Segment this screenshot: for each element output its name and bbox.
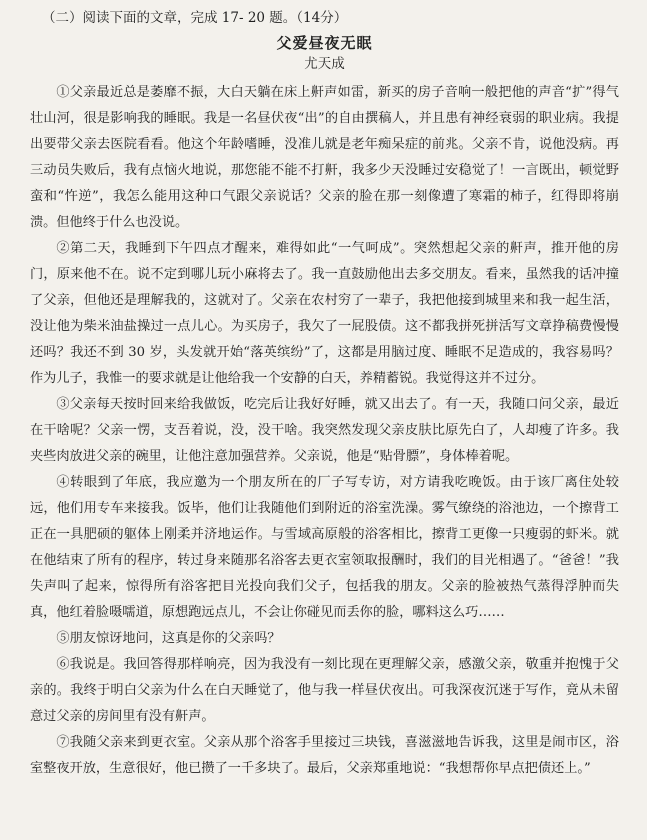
paragraph-3: ③父亲每天按时回来给我做饭，吃完后让我好好睡，就又出去了。有一天，我随口问父亲，最近在干啥呢？父亲一愣，支吾着说，没，没干啥。我突然发现父亲皮肤比原先白了，人却瘦了许多。我夹些肉放进父亲的碗里，让他注意加强营养。父亲说，他是“贴骨膘”，身体棒着呢。 — [30, 397, 619, 464]
paragraph-6: ⑥我说是。我回答得那样响亮，因为我没有一刻比现在更理解父亲，感激父亲，敬重并抱愧于父亲的。我终于明白父亲为什么在白天睡觉了，他与我一样昼伏夜出。可我深夜沉迷于写作，竟从未留意过父亲的房间里有没有鼾声。 — [30, 657, 619, 724]
paragraph-7: ⑦我随父亲来到更衣室。父亲从那个浴客手里接过三块钱，喜滋滋地告诉我，这里是闹市区，浴室整夜开放，生意很好，他已攒了一千多块了。最后，父亲郑重地说：“我想帮你早点把债还上。” — [30, 735, 619, 776]
question-header: （二）阅读下面的文章，完成 17- 20 题。（14分） — [42, 10, 348, 26]
article-title: 父爱昼夜无眠 — [276, 34, 373, 52]
paragraph-2: ②第二天，我睡到下午四点才醒来，难得如此“一气呵成”。突然想起父亲的鼾声，推开他的房门，原来他不在。说不定到哪儿玩小麻将去了。我一直鼓励他出去多交朋友。看来，虽然我的话冲撞了父亲，但他还是理解我的，这就对了。父亲在农村穷了一辈子，我把他接到城里来和我一起生活，没让他为柴米油盐操过一点儿心。为买房子，我欠了一屁股债。这不都我拼死拼活写文章挣稿费慢慢还吗？我还不到 30 岁，头发就开始“落英缤纷”了，这都是用脑过度、睡眠不足造成的，我容易吗？作为儿子，我惟一的要求就是让他给我一个安静的白天，养精蓄锐。我觉得这并不过分。 — [30, 241, 619, 386]
paragraph-5: ⑤朋友惊讶地问，这真是你的父亲吗？ — [56, 631, 281, 646]
article-author: 尤天成 — [304, 56, 345, 72]
article-body — [30, 80, 619, 782]
paragraph-1: ①父亲最近总是萎靡不振，大白天躺在床上鼾声如雷，新买的房子音响一般把他的声音“扩”得气壮山河，很是影响我的睡眠。我是一名昼伏夜“出”的自由撰稿人，并且患有神经衰弱的职业病。我提出要带父亲去医院看看。他这个年龄嗜睡，没准儿就是老年痴呆症的前兆。父亲不肯，说他没病。再三动员失败后，我有点恼火地说，那您能不能不打鼾，我多少天没睡过安稳觉了！一言既出，顿觉野蛮和“忤逆”，我怎么能用这种口气跟父亲说话？父亲的脸在那一刻像遭了寒霜的柿子，红得即将崩溃。但他终于什么也没说。 — [30, 85, 619, 230]
paragraph-4: ④转眼到了年底，我应邀为一个朋友所在的厂子写专访，对方请我吃晚饭。由于该厂离住处较远，他们用专车来接我。饭毕，他们让我随他们到附近的浴室洗澡。雾气缭绕的浴池边，一个擦背工正在一具肥硕的躯体上刚柔并济地运作。与雪域高原般的浴客相比，擦背工更像一只瘦弱的虾米。就在他结束了所有的程序，转过身来随那名浴客去更衣室领取报酬时，我们的目光相遇了。“爸爸！”我失声叫了起来，惊得所有浴客把目光投向我们父子，包括我的朋友。父亲的脸被热气蒸得浮肿而失真，他红着脸嗫嚅道，原想跑远点儿，不会让你碰见而丢你的脸，哪料这么巧…… — [30, 475, 619, 620]
